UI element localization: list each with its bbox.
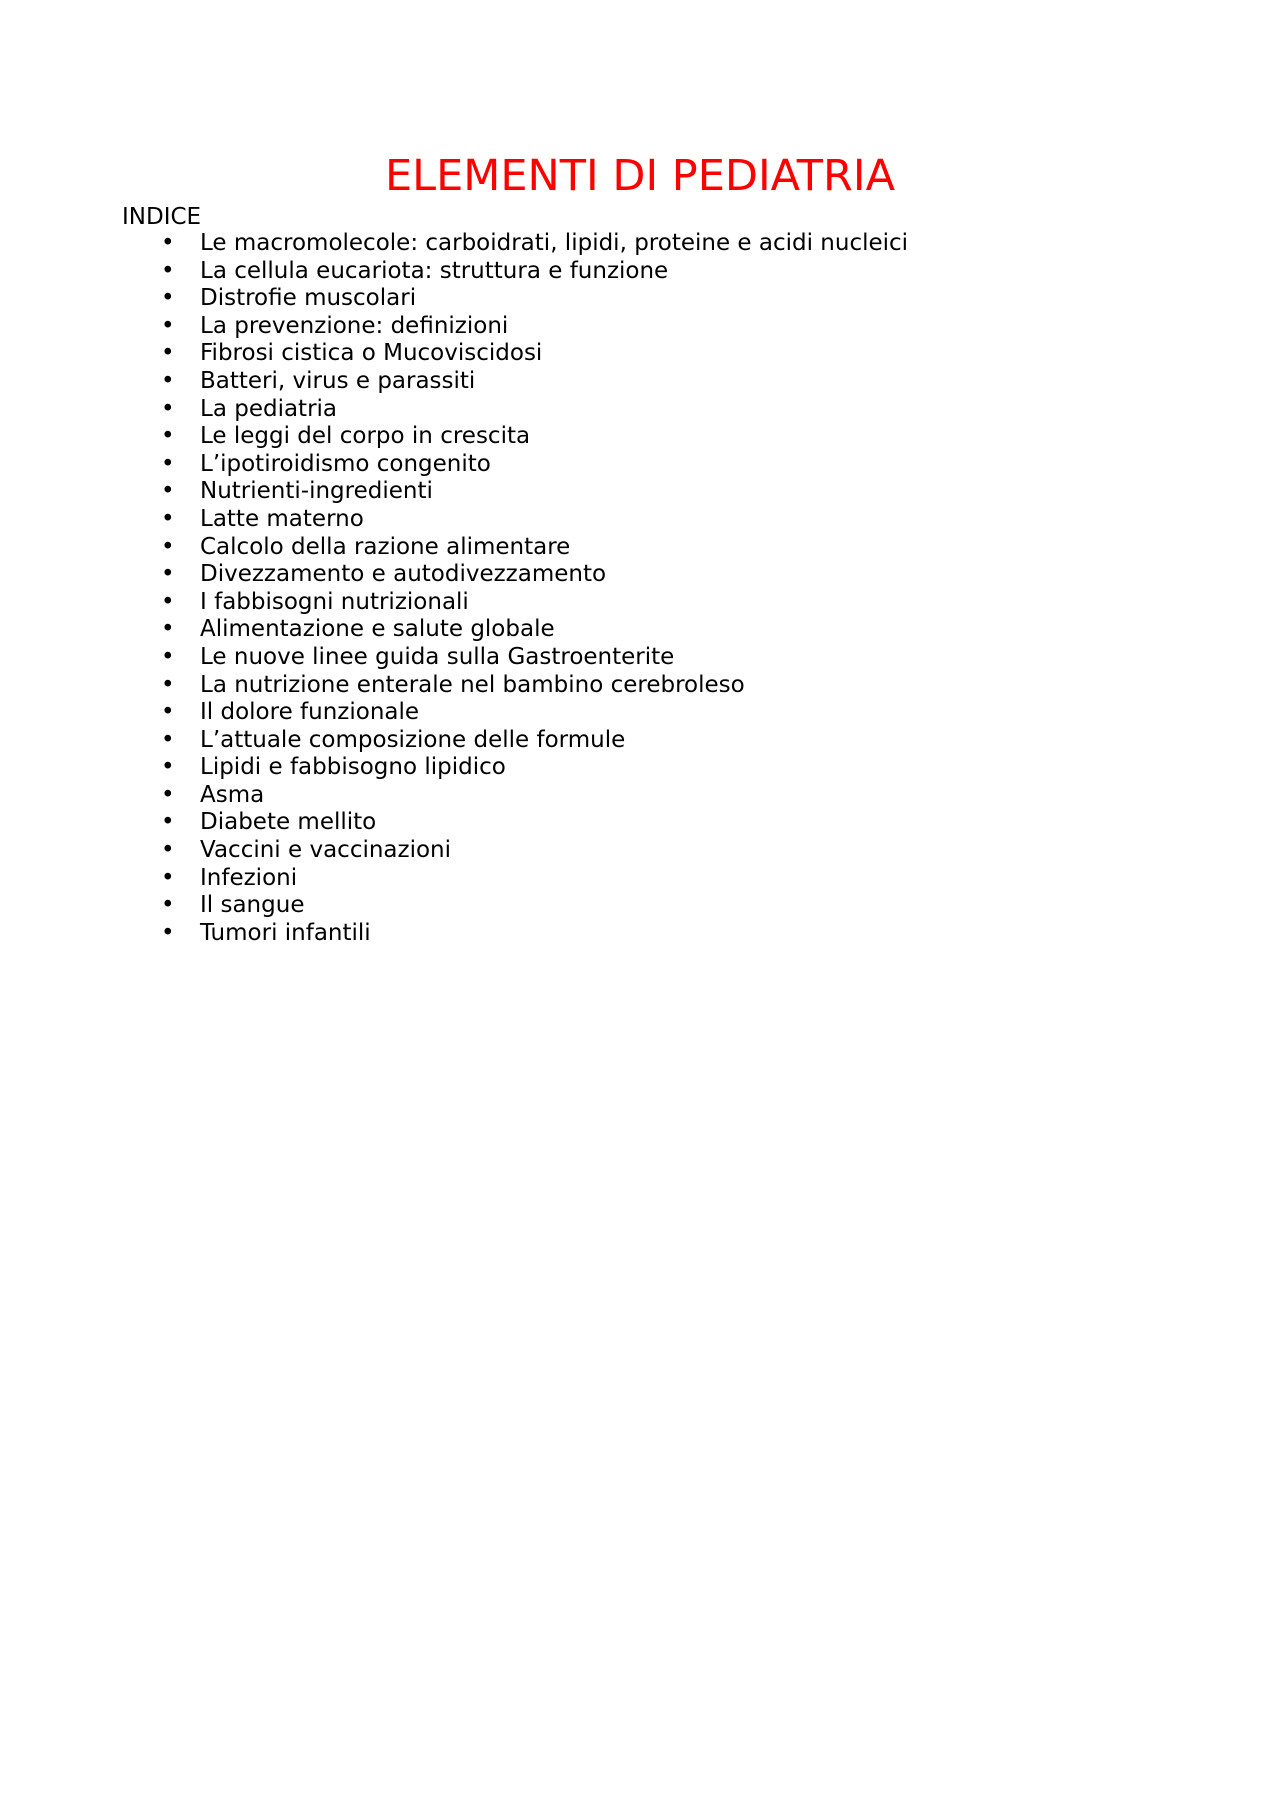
list-item-text: Alimentazione e salute globale	[200, 616, 555, 643]
list-item-text: Il sangue	[200, 892, 305, 919]
list-item-text: L’attuale composizione delle formule	[200, 726, 626, 753]
list-item-text: La nutrizione enterale nel bambino cerebroleso	[200, 671, 745, 698]
bullet-icon: •	[161, 423, 175, 450]
bullet-icon: •	[161, 699, 175, 726]
list-item-text: La pediatria	[200, 395, 338, 422]
bullet-icon: •	[161, 312, 175, 339]
bullet-icon: •	[161, 837, 175, 864]
list-item-text: La cellula eucariota: struttura e funzione	[200, 257, 669, 284]
list-item-text: Tumori infantili	[200, 919, 371, 946]
list-item-text: L’ipotiroidismo congenito	[200, 450, 491, 477]
bullet-icon: •	[161, 505, 175, 532]
list-item-text: Le macromolecole: carboidrati, lipidi, proteine e acidi nucleici	[200, 230, 909, 256]
bullet-icon: •	[161, 588, 175, 615]
bullet-icon: •	[161, 450, 175, 477]
bullet-icon: •	[161, 257, 175, 284]
bullet-icon: •	[161, 395, 175, 422]
bullet-icon: •	[161, 726, 175, 753]
bullet-icon: •	[161, 643, 175, 670]
list-item-text: Divezzamento e autodivezzamento	[200, 561, 607, 588]
list-item-text: Nutrienti-ingredienti	[200, 478, 433, 505]
list-item-text: Distrofie muscolari	[200, 285, 417, 312]
list-item-text: Le leggi del corpo in crescita	[200, 423, 531, 450]
list-item-text: Lipidi e fabbisogno lipidico	[200, 754, 506, 781]
list-item-text: Infezioni	[200, 864, 298, 891]
list-item-text: I fabbisogni nutrizionali	[200, 588, 469, 615]
bullet-icon: •	[161, 892, 175, 919]
bullet-icon: •	[161, 671, 175, 698]
bullet-icon: •	[161, 781, 175, 808]
index-heading: INDICE	[122, 204, 202, 230]
bullet-icon: •	[161, 919, 175, 946]
bullet-icon: •	[161, 754, 175, 781]
bullet-icon: •	[161, 809, 175, 836]
list-item-text: Fibrosi cistica o Mucoviscidosi	[200, 340, 543, 367]
list-item-text: Asma	[200, 781, 265, 808]
bullet-icon: •	[161, 367, 175, 394]
bullet-icon: •	[161, 561, 175, 588]
bullet-icon: •	[161, 533, 175, 560]
bullet-icon: •	[161, 230, 175, 256]
list-item-text: Vaccini e vaccinazioni	[200, 837, 452, 864]
bullet-icon: •	[161, 616, 175, 643]
list-item-text: Calcolo della razione alimentare	[200, 533, 571, 560]
list-item-text: Diabete mellito	[200, 809, 377, 836]
list-item-text: Il dolore funzionale	[200, 699, 420, 726]
list-item-text: La prevenzione: definizioni	[200, 312, 509, 339]
list-item-text: Batteri, virus e parassiti	[200, 367, 476, 394]
bullet-icon: •	[161, 864, 175, 891]
bullet-icon: •	[161, 340, 175, 367]
list-item-text: Latte materno	[200, 505, 364, 532]
bullet-icon: •	[161, 285, 175, 312]
bullet-icon: •	[161, 478, 175, 505]
document-title: ELEMENTI DI PEDIATRIA	[384, 151, 896, 201]
list-item-text: Le nuove linee guida sulla Gastroenterite	[200, 643, 675, 670]
